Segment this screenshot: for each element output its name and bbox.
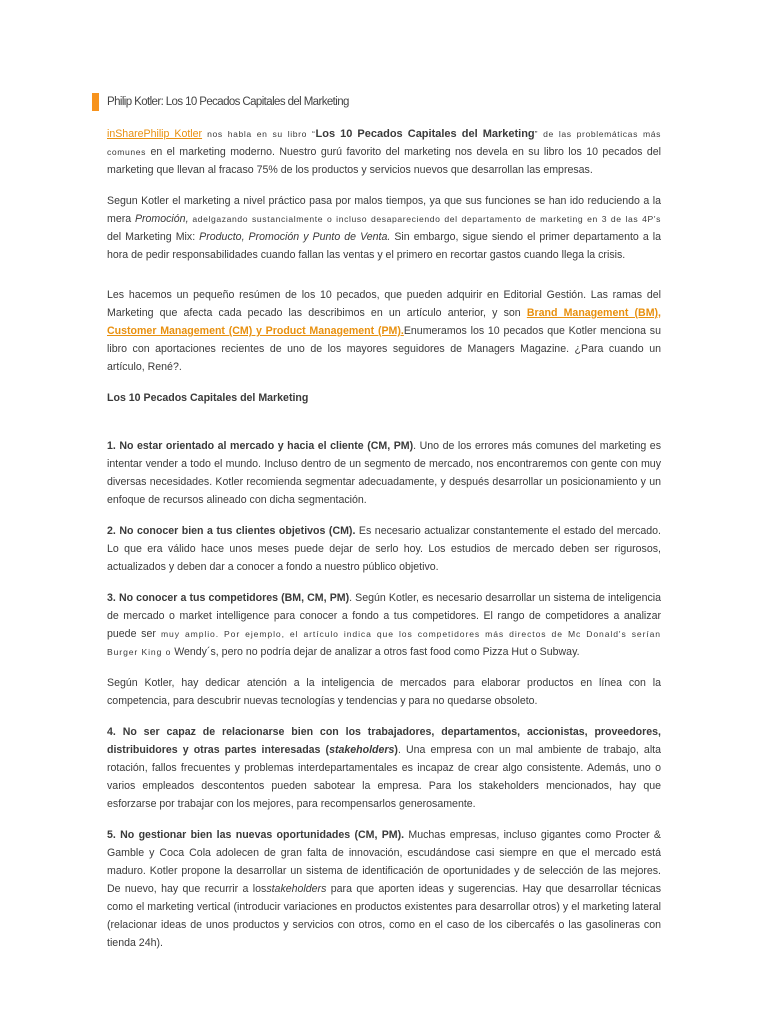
management-branches-link[interactable]: Brand Management (BM), Customer Management (CM) y Product Management (PM). <box>107 307 661 337</box>
p2-text-f: Sin embargo, sigue siendo el primer departamento a la hora de pedir responsabilidades cuando fallan las ventas y el primero en recortar gastos cuando llega la crisis. <box>107 231 662 261</box>
author-link[interactable]: inSharePhilip Kotler <box>107 128 203 140</box>
sin-1-title: 1. No estar orientado al mercado y hacia el cliente (CM, PM) <box>107 440 414 452</box>
sin-3-text-b: muy amplio. Por ejemplo, el artículo indica que los competidores más directos de Mc Donald's serían Burger King o <box>107 629 661 657</box>
p2-em-b: Promoción, <box>134 213 189 225</box>
sin-2 <box>107 522 661 576</box>
article-title-row <box>92 93 349 111</box>
sin-1 <box>107 437 661 509</box>
p3-text-a: Les hacemos un pequeño resúmen de los 10 pecados, que pueden adquirir en Editorial Gestión. Las ramas del Marketing que afecta cada pecado las describimos en un artículo anterior, y son <box>107 289 661 319</box>
book-title: Los 10 Pecados Capitales del Marketing <box>315 128 535 140</box>
sin-3-title: 3. No conocer a tus competidores (BM, CM, PM) <box>107 592 350 604</box>
p2-text-c: adelgazando sustancialmente o incluso desapareciendo del departamento de marketing en 3 de las 4P's <box>188 214 661 224</box>
intro-text-3: en el marketing moderno. Nuestro gurú favorito del marketing nos devela en su libro los 10 pecados del marketing que llevan al fracaso 75% de los productos y servicios nuevos que desarrollan las empresas. <box>107 146 661 176</box>
sin-3-text-c: Wendy´s, pero no podría dejar de analizar a otros fast food como Pizza Hut o Subway. <box>171 646 580 658</box>
sin-4-title-end: ) <box>394 744 398 756</box>
sin-5-title: 5. No gestionar bien las nuevas oportunidades (CM, PM). <box>107 829 405 841</box>
title-accent-bar <box>92 93 99 111</box>
sin-3-text-a: . Según Kotler, es necesario desarrollar un sistema de inteligencia de mercado o market intelligence para conocer a fondo a tus competidores. El rango de competidores a analizar puede ser <box>107 592 662 640</box>
article-title: Philip Kotler: Los 10 Pecados Capitales del Marketing <box>107 96 349 108</box>
sin-4-title: 4. No ser capaz de relacionarse bien con los trabajadores, departamentos, accionistas, proveedores, distribuidores y otras partes interesadas ( <box>107 726 661 756</box>
p2-text-a: Segun Kotler el marketing a nivel práctico pasa por malos tiempos, ya que sus funciones se han ido reduciendo a la mera <box>107 195 661 225</box>
sin-4-title-em: stakeholders <box>329 744 395 756</box>
p3-text-b: Enumeramos los 10 pecados que Kotler menciona su libro con aportaciones recientes de uno de los mayores seguidores de Managers Magazine. ¿Para cuando un artículo, René?. <box>107 325 661 373</box>
sin-4 <box>107 723 661 813</box>
sin-5-text-a: Muchas empresas, incluso gigantes como Procter & Gamble y Coca Cola adolecen de gran falta de innovación, escudándose casi siempre en que el mercado está maduro. Kotler propone la desarrollar un sistema de identificación de oportunidades y de selección de las mejores. De nuevo, hay que recurrir a los <box>107 829 661 895</box>
sin-3 <box>107 589 661 661</box>
p2-em-e: Producto, Promoción y Punto de Venta. <box>199 231 391 243</box>
intro-paragraph <box>107 125 661 179</box>
intro-text-1: nos habla en su libro “ <box>202 129 316 139</box>
sin-5-em: stakeholders <box>266 883 327 895</box>
p2-text-d: del Marketing Mix: <box>107 231 200 243</box>
paragraph-2 <box>107 192 661 264</box>
section-heading: Los 10 Pecados Capitales del Marketing <box>107 392 309 404</box>
sin-5 <box>107 826 661 952</box>
sin-2-text: Es necesario actualizar constantemente el estado del mercado. Lo que era válido hace unos meses puede dejar de serlo hoy. Los estudios de mercado deben ser rigurosos, actualizados y deben dar a conocer a fondo a nuestro público objetivo. <box>107 525 661 573</box>
article-body <box>107 125 661 965</box>
sin-4-text: . Una empresa con un mal ambiente de trabajo, alta rotación, fallos frecuentes y problemas interdepartamentales es incapaz de crear algo consistente. Además, uno o varios empleados descontentos pueden sabotear la empresa. Para los stakeholders mencionados, hay que esforzarse por trabajar con los mejores, para recompensarlos generosamente. <box>107 744 662 810</box>
intro-text-2: ” de las problemáticas más comunes <box>107 129 661 157</box>
sin-1-text: . Uno de los errores más comunes del marketing es intentar vender a todo el mundo. Incluso dentro de un segmento de mercado, nos encontraremos con gente con muy diversas necesidades. Kotler recomienda segmentar adecuadamente, y después desarrollar un posicionamiento y un enfoque de recursos alineado con dicha segmentación. <box>107 440 661 506</box>
paragraph-3 <box>107 286 661 376</box>
sin-3-followup: Según Kotler, hay dedicar atención a la inteligencia de mercados para elaborar productos en línea con la competencia, para descubrir nuevas tecnologías y tendencias y para no quedarse obsoleto. <box>107 677 661 707</box>
sin-5-text-b: para que aporten ideas y sugerencias. Hay que desarrollar técnicas como el marketing vertical (introducir variaciones en productos existentes para desarrollar otros) y el marketing lateral (relacionar ideas de unos productos y servicios con otros, como en el caso de los cibercafés o las gasolineras con tienda 24h). <box>107 883 662 949</box>
sin-2-title: 2. No conocer bien a tus clientes objetivos (CM). <box>107 525 356 537</box>
